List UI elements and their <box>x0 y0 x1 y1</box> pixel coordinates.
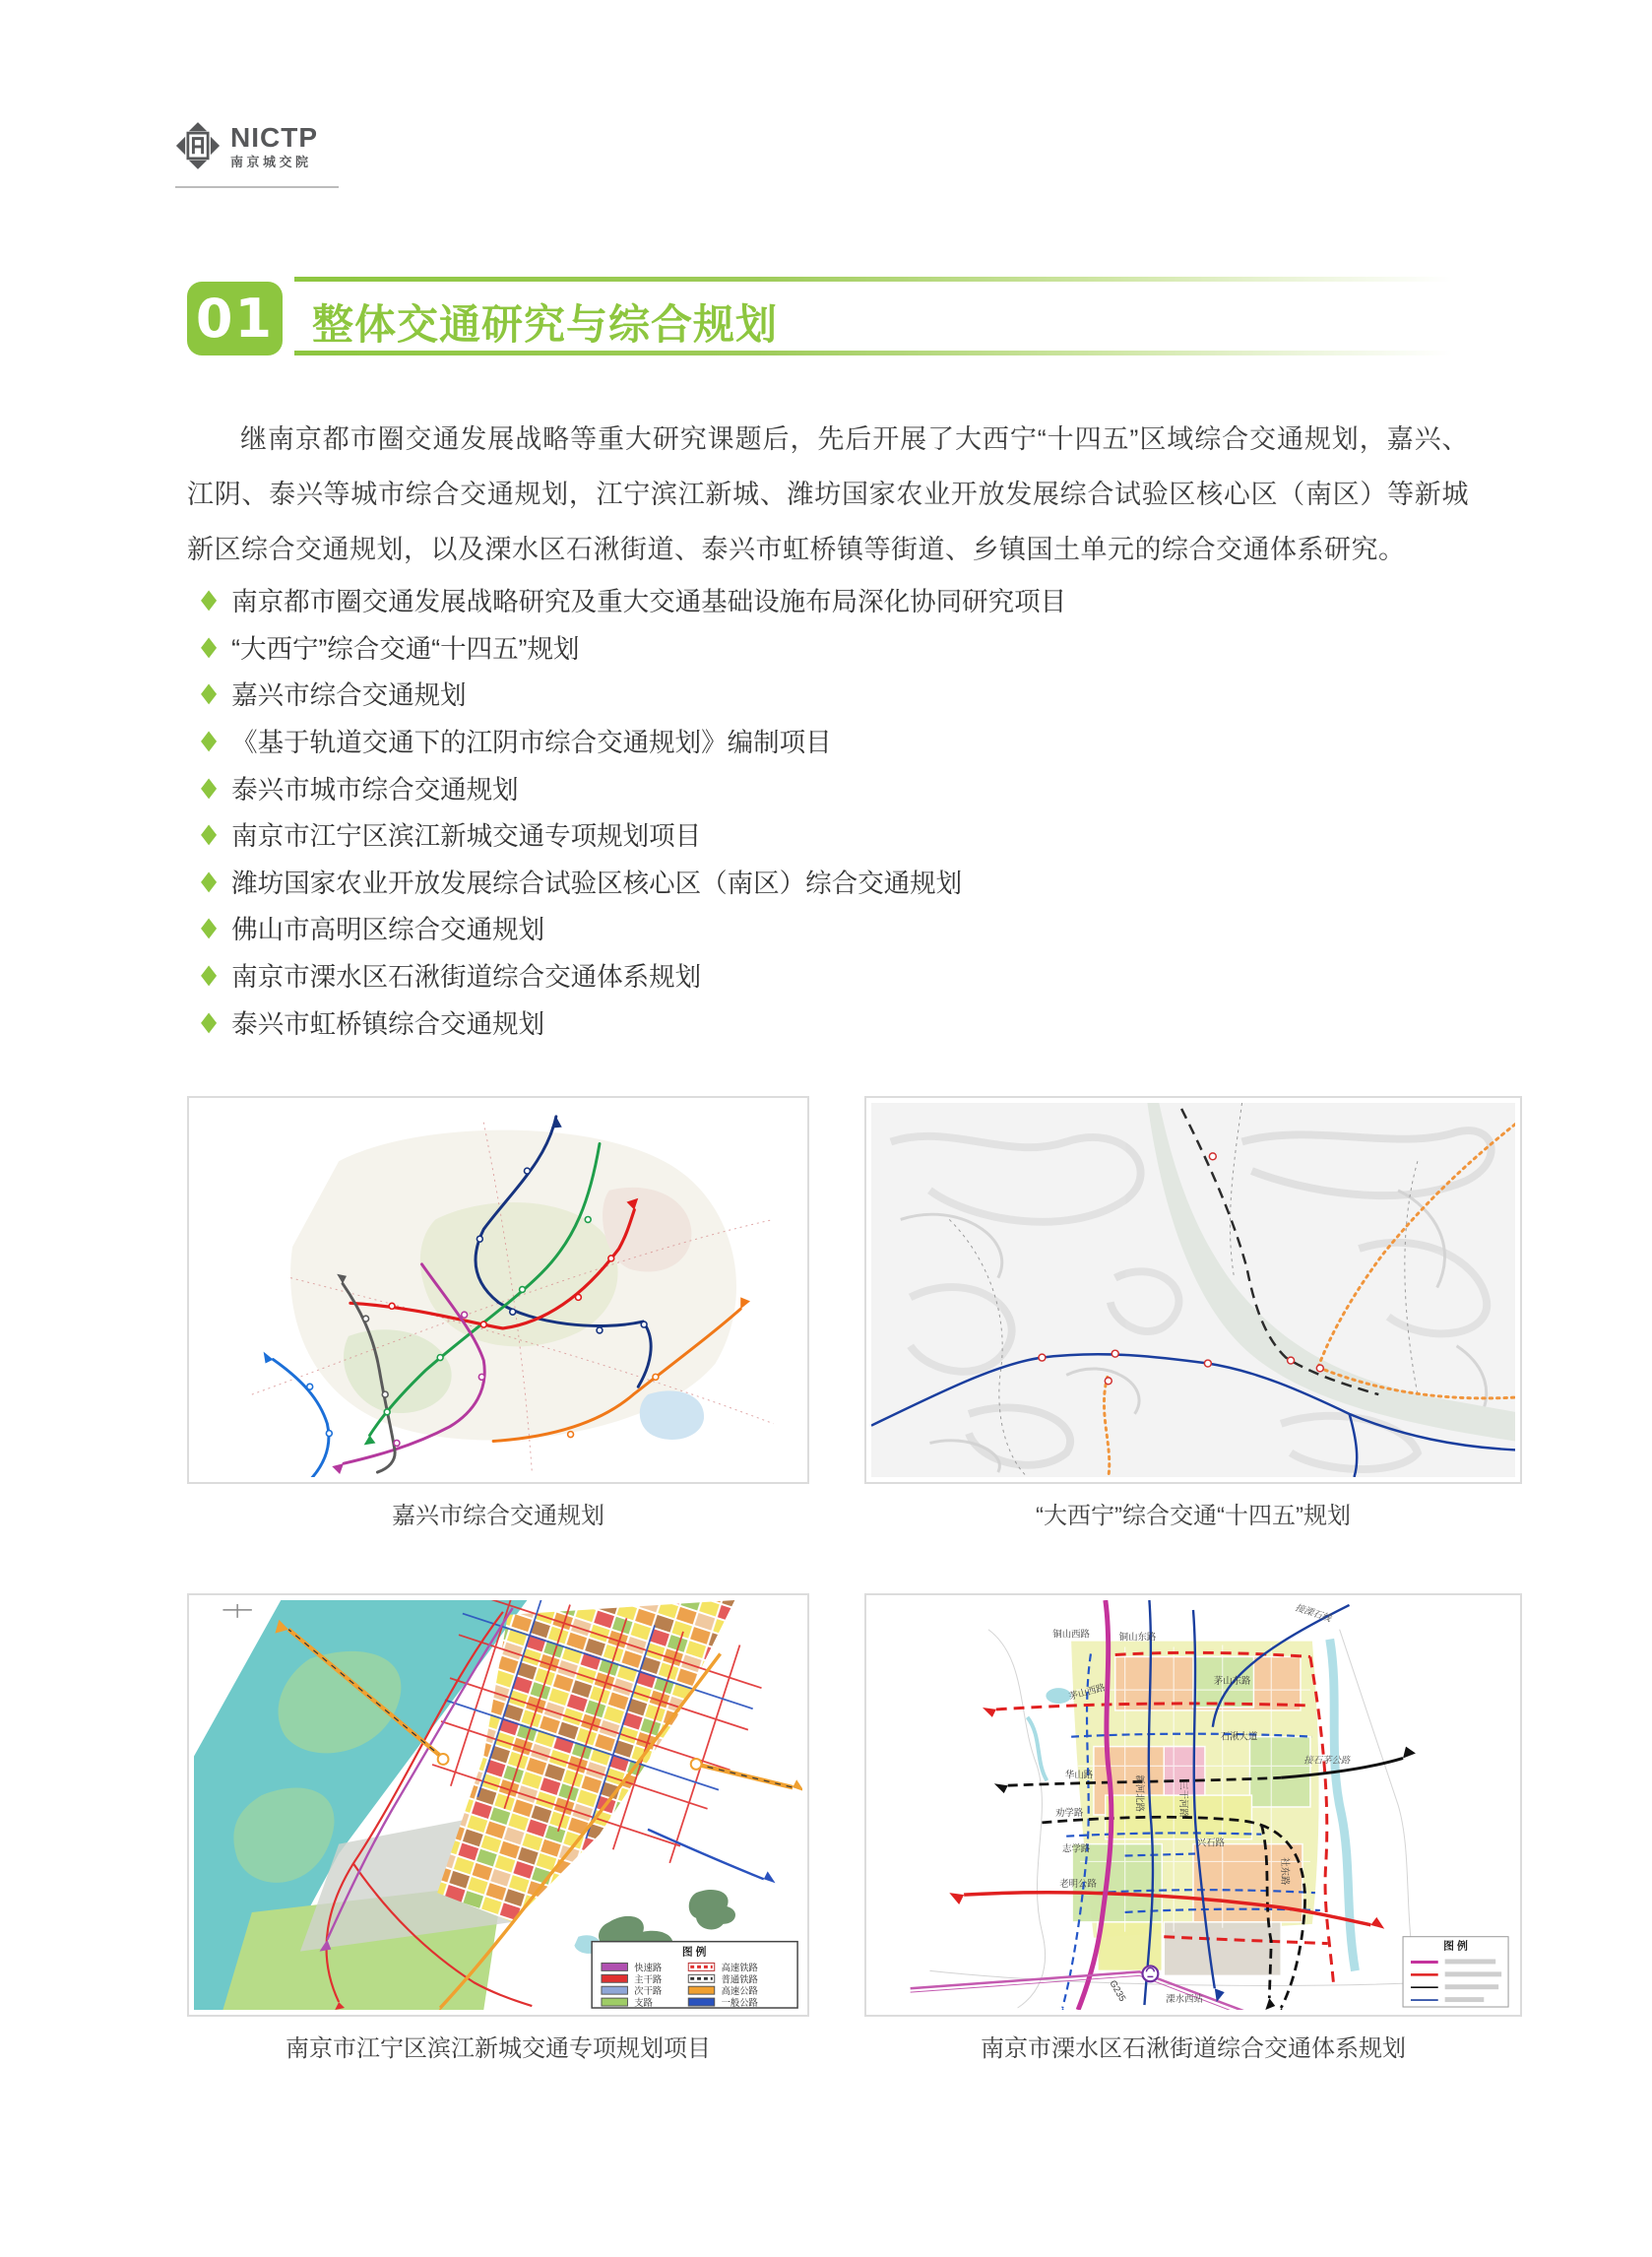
legend-title: 图 例 <box>1443 1940 1468 1953</box>
jiaxing-map-image <box>194 1103 802 1477</box>
diamond-bullet-icon: ◆ <box>201 866 218 896</box>
section-number: 01 <box>195 288 275 350</box>
road-label: 兴石路 <box>1196 1837 1225 1848</box>
project-item <box>201 858 1066 905</box>
legend-label: 支路 <box>634 1997 653 2009</box>
project-label: 佛山市高明区综合交通规划 <box>231 915 545 945</box>
project-item <box>201 670 1066 717</box>
project-label: 泰兴市城市综合交通规划 <box>231 774 519 805</box>
project-label: 南京都市圈交通发展战略研究及重大交通基础设施布局深化协同研究项目 <box>231 587 1067 617</box>
project-item <box>201 904 1066 951</box>
road-label: 志学路 <box>1061 1842 1091 1854</box>
figure-jiaxing-plan <box>187 1096 809 1529</box>
binjiang-legend <box>592 1942 797 2008</box>
project-label: 泰兴市虹桥镇综合交通规划 <box>231 1008 545 1039</box>
legend-label: 高速铁路 <box>721 1963 758 1973</box>
figure-caption: “大西宁”综合交通“十四五”规划 <box>1036 1503 1351 1529</box>
diamond-bullet-icon: ◆ <box>201 913 218 942</box>
road-label: 老明公路 <box>1059 1878 1097 1890</box>
intro-paragraph: 继南京都市圈交通发展战略等重大研究课题后，先后开展了大西宁“十四五”区域综合交通规划，嘉兴、江阴、泰兴等城市综合交通规划，江宁滨江新城、潍坊国家农业开放发展综合试验区核心区（南区）等新城新区综合交通规划，以及溧水区石湫街道、泰兴市虹桥镇等街道、乡镇国土单元的综合交通体系研究。 <box>187 424 1469 564</box>
diamond-bullet-icon: ◆ <box>201 818 218 849</box>
figure-daxining-plan <box>864 1096 1522 1529</box>
shiqiu-map-image <box>871 1600 1515 2010</box>
project-label: 嘉兴市综合交通规划 <box>231 680 467 711</box>
legend-label: 一般公路 <box>721 1997 758 2009</box>
road-label: 茅山西路 <box>1067 1681 1107 1702</box>
road-label: 三干河路 <box>1178 1780 1190 1818</box>
road-label: 石湫大道 <box>1220 1730 1258 1742</box>
section-number-badge <box>187 282 283 355</box>
project-item <box>201 998 1066 1045</box>
road-label: 铜山西路 <box>1052 1628 1090 1640</box>
figure-caption: 南京市溧水区石湫街道综合交通体系规划 <box>981 2035 1406 2062</box>
daxining-map-image <box>871 1103 1515 1477</box>
nictp-logo-icon <box>175 120 221 171</box>
diamond-bullet-icon: ◆ <box>201 725 218 755</box>
road-label: 华山路 <box>1064 1769 1094 1780</box>
project-item <box>201 623 1066 671</box>
project-item <box>201 717 1066 764</box>
header-rule-top <box>294 277 1452 282</box>
project-label: “大西宁”综合交通“十四五”规划 <box>231 633 580 664</box>
road-label: 接溧石线 <box>1294 1601 1333 1624</box>
legend-label: 主干路 <box>634 1974 663 1985</box>
road-label: 铜山东路 <box>1118 1631 1157 1643</box>
logo-acronym: NICTP <box>230 121 318 153</box>
project-label: 潍坊国家农业开放发展综合试验区核心区（南区）综合交通规划 <box>231 868 963 898</box>
legend-label: 高速公路 <box>721 1986 758 1997</box>
project-item <box>201 951 1066 999</box>
figure-caption: 嘉兴市综合交通规划 <box>392 1503 604 1529</box>
project-item <box>201 763 1066 810</box>
diamond-bullet-icon: ◆ <box>201 631 218 662</box>
logo-chinese-name: 南京城交院 <box>230 154 312 169</box>
road-label: 社东路 <box>1280 1857 1292 1886</box>
shiqiu-legend <box>1403 1937 1508 2007</box>
diamond-bullet-icon: ◆ <box>201 959 218 990</box>
road-label: 茅山东路 <box>1213 1675 1251 1687</box>
legend-title: 图 例 <box>681 1946 707 1959</box>
nictp-logo <box>175 120 318 171</box>
road-label: 劝学路 <box>1055 1806 1084 1818</box>
figure-shiqiu-plan <box>864 1593 1522 2062</box>
logo-underline <box>175 186 339 188</box>
section-title: 整体交通研究与综合规划 <box>312 301 779 348</box>
diamond-bullet-icon: ◆ <box>201 678 218 708</box>
legend-label: 快速路 <box>634 1963 663 1973</box>
station-label: 溧水西站 <box>1166 1993 1203 2005</box>
diamond-bullet-icon: ◆ <box>201 1006 218 1037</box>
road-label: 新河北路 <box>1134 1774 1146 1812</box>
legend-label: 次干路 <box>634 1986 663 1997</box>
binjiang-map-image <box>194 1600 802 2010</box>
project-label: 《基于轨道交通下的江阴市综合交通规划》编制项目 <box>231 728 832 758</box>
legend-label: 普通铁路 <box>721 1974 758 1985</box>
project-label: 南京市溧水区石湫街道综合交通体系规划 <box>231 962 702 993</box>
diamond-bullet-icon: ◆ <box>201 772 218 803</box>
project-item <box>201 810 1066 858</box>
project-list <box>201 576 1066 1045</box>
project-item <box>201 576 1066 623</box>
figure-binjiang-plan <box>187 1593 809 2062</box>
figure-caption: 南京市江宁区滨江新城交通专项规划项目 <box>286 2035 711 2062</box>
road-label: G235 <box>1108 1977 1129 2004</box>
project-label: 南京市江宁区滨江新城交通专项规划项目 <box>231 821 702 852</box>
diamond-bullet-icon: ◆ <box>201 584 218 614</box>
road-label: 接石茅公路 <box>1303 1754 1351 1766</box>
